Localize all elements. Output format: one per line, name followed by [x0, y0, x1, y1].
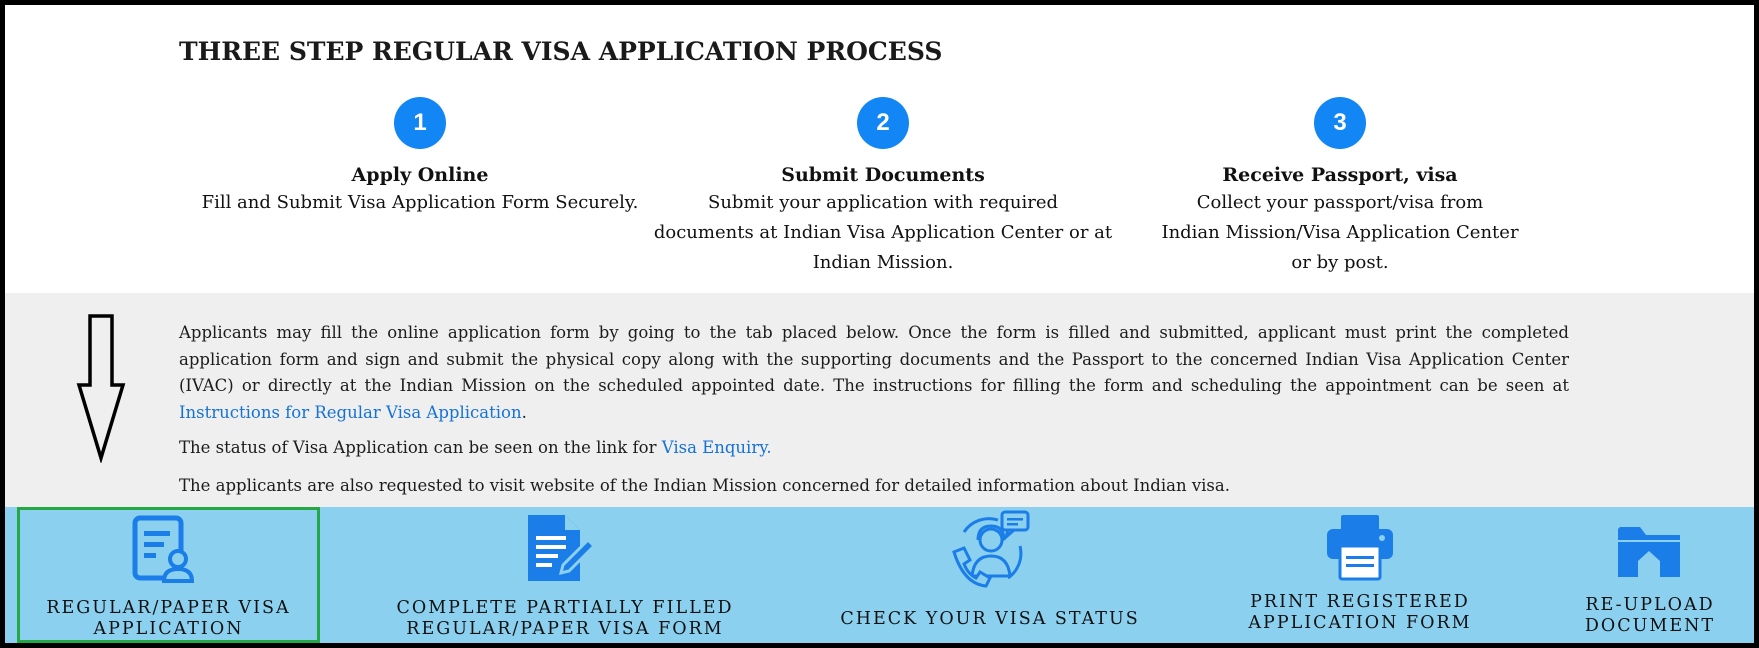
mission-text: The applicants are also requested to visit website of the Indian Mission concerned for detailed information about Indian visa.	[179, 476, 1230, 495]
instructions-link[interactable]: Instructions for Regular Visa Application	[179, 402, 522, 422]
step-description-line: documents at Indian Visa Application Center or at	[653, 222, 1113, 243]
tile-check-visa-status[interactable]	[825, 507, 1155, 643]
status-text: The status of Visa Application can be seen on the link for	[179, 438, 662, 457]
tile-regular-visa-application[interactable]	[17, 507, 320, 643]
page-title: THREE STEP REGULAR VISA APPLICATION PROCESS	[179, 37, 943, 66]
page-frame	[5, 5, 1754, 643]
step-number-badge: 1	[394, 97, 446, 149]
step-description-line: Indian Mission/Visa Application Center	[1161, 222, 1519, 243]
tile-print-registered-form[interactable]	[1225, 507, 1495, 643]
step-description-line: Collect your passport/visa from	[1196, 192, 1484, 213]
steps-section	[5, 97, 1754, 287]
tile-label-line: APPLICATION	[93, 619, 244, 639]
tile-label-line: PRINT REGISTERED	[1250, 592, 1470, 612]
step-2	[643, 97, 1123, 278]
instructions-text: Applicants may fill the online application form by going to the tab placed below. Once the form is filled and submitted, applicant must print the completed application form and sign and submit the physical copy along with the supporting documents and the Passport to the concerned Indian Visa Application Center (IVAC) or directly at the Indian Mission on the scheduled appointed date. The instructions for filling the form and scheduling the appointment can be seen at	[179, 323, 1569, 395]
step-description-line: Submit your application with required	[707, 192, 1058, 213]
tile-re-upload-document[interactable]	[1550, 507, 1750, 643]
instructions-section	[5, 293, 1754, 507]
form-user-icon	[132, 515, 196, 585]
tile-label-line: CHECK YOUR VISA STATUS	[840, 609, 1140, 629]
step-1	[195, 97, 645, 218]
document-edit-icon	[525, 512, 597, 584]
tile-complete-partially-filled[interactable]	[385, 507, 745, 643]
printer-icon	[1325, 513, 1395, 581]
step-number-badge: 2	[857, 97, 909, 149]
step-number-badge: 3	[1314, 97, 1366, 149]
support-agent-icon	[950, 510, 1032, 588]
tile-label-line: COMPLETE PARTIALLY FILLED	[396, 598, 734, 618]
step-title: Receive Passport, visa	[1222, 164, 1458, 186]
instructions-paragraph	[179, 320, 1569, 426]
step-description-line: Fill and Submit Visa Application Form Securely.	[201, 192, 639, 213]
step-title: Apply Online	[351, 164, 489, 186]
tile-label-line: REGULAR/PAPER VISA FORM	[406, 619, 724, 639]
tile-label-line: RE-UPLOAD	[1585, 595, 1715, 615]
step-description-line: Indian Mission.	[812, 252, 954, 273]
tile-label-line: REGULAR/PAPER VISA	[46, 598, 291, 618]
step-description-line: or by post.	[1291, 252, 1389, 273]
action-tiles	[5, 507, 1754, 643]
folder-icon	[1616, 521, 1682, 579]
tile-label-line: APPLICATION FORM	[1248, 613, 1472, 633]
step-3	[1135, 97, 1545, 278]
arrow-down-icon	[75, 313, 127, 463]
tile-label-line: DOCUMENT	[1584, 616, 1716, 636]
status-paragraph	[179, 435, 1569, 462]
visa-enquiry-link[interactable]: Visa Enquiry.	[661, 438, 772, 457]
step-title: Submit Documents	[781, 164, 985, 186]
instructions-end: .	[521, 402, 527, 422]
mission-paragraph	[179, 473, 1569, 500]
